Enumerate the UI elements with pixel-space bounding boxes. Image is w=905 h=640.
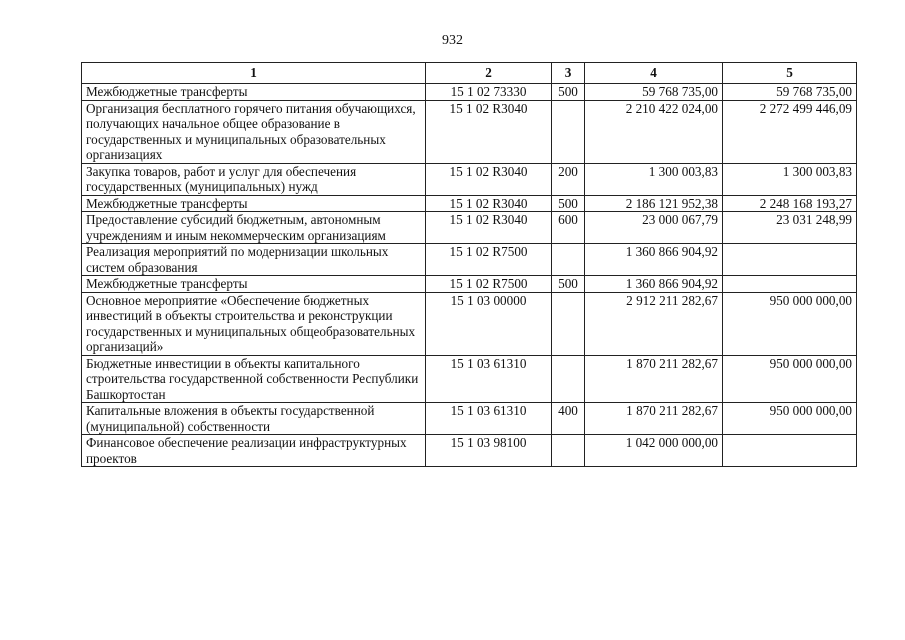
header-col-1: 1 bbox=[82, 63, 426, 84]
row-expense-type-cell bbox=[552, 100, 585, 163]
row-expense-type-cell bbox=[552, 435, 585, 467]
row-code-cell: 15 1 02 R3040 bbox=[426, 100, 552, 163]
row-amount-1-cell: 59 768 735,00 bbox=[585, 84, 723, 101]
row-name-cell: Организация бесплатного горячего питания обучающихся, получающих начальное общее образование в государственных и муниципальных образовательных организациях bbox=[82, 100, 426, 163]
row-name-cell: Межбюджетные трансферты bbox=[82, 84, 426, 101]
budget-table bbox=[81, 62, 857, 467]
row-amount-1-cell: 1 042 000 000,00 bbox=[585, 435, 723, 467]
row-amount-2-cell: 950 000 000,00 bbox=[723, 355, 857, 403]
table-row bbox=[82, 244, 857, 276]
row-amount-2-cell bbox=[723, 244, 857, 276]
table-row bbox=[82, 212, 857, 244]
header-row bbox=[82, 63, 857, 84]
row-name-cell: Межбюджетные трансферты bbox=[82, 276, 426, 293]
row-amount-1-cell: 1 360 866 904,92 bbox=[585, 244, 723, 276]
row-expense-type-cell bbox=[552, 244, 585, 276]
row-amount-2-cell: 1 300 003,83 bbox=[723, 163, 857, 195]
row-expense-type-cell: 200 bbox=[552, 163, 585, 195]
row-name-cell: Основное мероприятие «Обеспечение бюджетных инвестиций в объекты строительства и реконструкции государственных и муниципальных общеобразовательных организаций» bbox=[82, 292, 426, 355]
row-amount-1-cell: 2 210 422 024,00 bbox=[585, 100, 723, 163]
header-col-3: 3 bbox=[552, 63, 585, 84]
row-amount-1-cell: 1 870 211 282,67 bbox=[585, 403, 723, 435]
row-name-cell: Предоставление субсидий бюджетным, автономным учреждениям и иным некоммерческим организациям bbox=[82, 212, 426, 244]
table-row bbox=[82, 84, 857, 101]
row-amount-2-cell: 950 000 000,00 bbox=[723, 403, 857, 435]
table-body bbox=[82, 84, 857, 467]
row-name-cell: Межбюджетные трансферты bbox=[82, 195, 426, 212]
row-code-cell: 15 1 03 00000 bbox=[426, 292, 552, 355]
row-code-cell: 15 1 02 R3040 bbox=[426, 163, 552, 195]
row-code-cell: 15 1 02 R3040 bbox=[426, 195, 552, 212]
row-name-cell: Закупка товаров, работ и услуг для обеспечения государственных (муниципальных) нужд bbox=[82, 163, 426, 195]
row-amount-1-cell: 2 186 121 952,38 bbox=[585, 195, 723, 212]
row-amount-2-cell: 2 272 499 446,09 bbox=[723, 100, 857, 163]
row-name-cell: Финансовое обеспечение реализации инфраструктурных проектов bbox=[82, 435, 426, 467]
row-expense-type-cell: 600 bbox=[552, 212, 585, 244]
table-row bbox=[82, 435, 857, 467]
row-expense-type-cell bbox=[552, 292, 585, 355]
header-col-2: 2 bbox=[426, 63, 552, 84]
row-name-cell: Реализация мероприятий по модернизации школьных систем образования bbox=[82, 244, 426, 276]
row-amount-2-cell bbox=[723, 435, 857, 467]
row-amount-2-cell bbox=[723, 276, 857, 293]
row-amount-2-cell: 950 000 000,00 bbox=[723, 292, 857, 355]
row-amount-1-cell: 1 360 866 904,92 bbox=[585, 276, 723, 293]
table-row bbox=[82, 276, 857, 293]
row-amount-2-cell: 59 768 735,00 bbox=[723, 84, 857, 101]
row-amount-1-cell: 1 870 211 282,67 bbox=[585, 355, 723, 403]
table-row bbox=[82, 355, 857, 403]
row-amount-2-cell: 2 248 168 193,27 bbox=[723, 195, 857, 212]
row-amount-2-cell: 23 031 248,99 bbox=[723, 212, 857, 244]
header-col-5: 5 bbox=[723, 63, 857, 84]
row-code-cell: 15 1 02 R3040 bbox=[426, 212, 552, 244]
table-row bbox=[82, 292, 857, 355]
row-amount-1-cell: 23 000 067,79 bbox=[585, 212, 723, 244]
row-expense-type-cell: 500 bbox=[552, 195, 585, 212]
row-code-cell: 15 1 03 61310 bbox=[426, 403, 552, 435]
row-code-cell: 15 1 02 R7500 bbox=[426, 244, 552, 276]
row-name-cell: Бюджетные инвестиции в объекты капитального строительства государственной собственности Республики Башкортостан bbox=[82, 355, 426, 403]
row-code-cell: 15 1 02 R7500 bbox=[426, 276, 552, 293]
row-expense-type-cell: 500 bbox=[552, 84, 585, 101]
row-code-cell: 15 1 03 98100 bbox=[426, 435, 552, 467]
row-name-cell: Капитальные вложения в объекты государственной (муниципальной) собственности bbox=[82, 403, 426, 435]
table-row bbox=[82, 100, 857, 163]
row-expense-type-cell bbox=[552, 355, 585, 403]
page-number: 932 bbox=[442, 33, 463, 48]
row-expense-type-cell: 400 bbox=[552, 403, 585, 435]
row-amount-1-cell: 1 300 003,83 bbox=[585, 163, 723, 195]
table-row bbox=[82, 195, 857, 212]
row-expense-type-cell: 500 bbox=[552, 276, 585, 293]
table-row bbox=[82, 403, 857, 435]
header-col-4: 4 bbox=[585, 63, 723, 84]
table-row bbox=[82, 163, 857, 195]
row-code-cell: 15 1 02 73330 bbox=[426, 84, 552, 101]
row-code-cell: 15 1 03 61310 bbox=[426, 355, 552, 403]
row-amount-1-cell: 2 912 211 282,67 bbox=[585, 292, 723, 355]
